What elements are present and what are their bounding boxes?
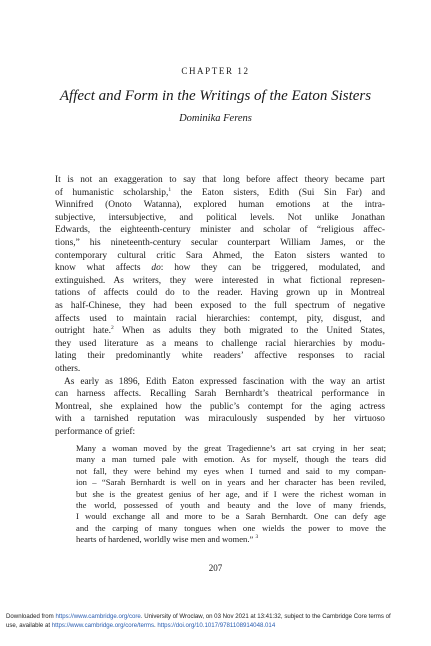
chapter-label: CHAPTER 12 [181, 66, 250, 76]
paragraph-1 [55, 174, 385, 376]
block-quote [76, 443, 386, 546]
quote-line: Many a woman moved by the great Tragedienne’s art sat crying in her seat; [76, 443, 386, 453]
text-line: As early as 1896, Edith Eaton expressed fascination with the way an artist [64, 376, 385, 387]
chapter-title: Affect and Form in the Writings of the Eaton Sisters [59, 88, 372, 104]
quote-line: I would exchange all and more to be a Sarah Bernhardt. One can defy age [76, 511, 386, 522]
doi-link[interactable]: https://doi.org/10.1017/9781108914048.014 [157, 622, 276, 629]
quote-line: hearts of hardened, worldly wise men and women.” $^3$ [76, 534, 259, 545]
text-line: of humanistic scholarship,$^1$ the Eaton sisters, Edith (Sui Sin Far) and [55, 186, 386, 198]
text-line: Winnifred (Onoto Watanna), explored human emotions at the intra- [55, 200, 385, 211]
text-line: with a tarnished reputation was miraculously suspended by her virtuoso [55, 414, 385, 425]
text-line: outright hate.$^2$ When as adults they both migrated to the United States, [55, 325, 385, 337]
page-number: 207 [208, 563, 223, 573]
quote-line: many a man turned pale with emotion. As for myself, though the tears did [76, 454, 386, 465]
chapter-author: Dominika Ferens [179, 113, 252, 124]
text-line: It is not an exaggeration to say that long before affect theory became part [55, 175, 385, 185]
text-line: affects used to maintain racial hierarchies: contempt, pity, disgust, and [55, 313, 385, 324]
text-line: tations of affects could do to the reader. Having grown up in Montreal [55, 288, 385, 299]
quote-line: and the carping of many tongues when one wields the power to move the [76, 522, 386, 533]
text-line: tions,” his nineteenth-century secular counterpart William James, or the [55, 237, 385, 248]
quote-line: but she is the greatest genius of her age, and if I were the richest woman in [76, 488, 386, 499]
text-line: they used literature as a means to challenge racial hierarchies by modu- [55, 338, 385, 349]
text-line: lating their predominantly white readers’ affective responses to racial [55, 351, 385, 362]
text-line: performance of grief: [55, 426, 136, 437]
text-line: extinguished. As writers, they were interested in what fictional represen- [55, 275, 385, 286]
text-line: as half-Chinese, they had been exposed to the full spectrum of negative [55, 300, 385, 311]
quote-line: ion – “Sarah Bernhardt is well on in years and her character has been reviled, [76, 477, 386, 488]
footnote-ref-1[interactable]: 1 [168, 186, 172, 193]
paragraph-2 [55, 376, 385, 439]
text-line: can harness affects. Recalling Sarah Bernhardt’s theatrical performance in [55, 389, 385, 400]
quote-line: the world, possessed of youth and beauty and the love of many friends, [76, 500, 386, 511]
text-line: know what affects do: how they can be triggered, modulated, and [55, 263, 385, 274]
text-line: Montreal, she explained how the public’s contempt for the aging actress [55, 401, 385, 412]
quote-line: not fall, they were behind my eyes when I turned and said to my compan- [76, 465, 386, 476]
terms-link[interactable]: https://www.cambridge.org/core/terms [51, 622, 155, 629]
cambridge-core-link[interactable]: https://www.cambridge.org/core [55, 613, 141, 620]
footnote-ref-2[interactable]: 2 [111, 325, 114, 331]
text-line: Edwards, the eighteenth-century minister and scholar of “religious affec- [55, 225, 385, 236]
footnote-ref-3[interactable]: 3 [255, 534, 259, 541]
text-line: contemporary cultural critic Sara Ahmed, the Eaton sisters wanted to [55, 250, 385, 261]
text-line: subjective, intersubjective, and political levels. Not unlike Jonathan [55, 212, 385, 223]
text-line: others. [55, 363, 81, 374]
body-text [55, 174, 385, 438]
download-footer: Downloaded from https://www.cambridge.org/core. University of Wroclaw, on 03 Nov 2021 at 13:41:32, subject to the Cambridge Core terms of use, available at https://www.cambridge.org/core/terms. https://doi.org/10.1017/9781108914048.014 [6, 613, 391, 629]
